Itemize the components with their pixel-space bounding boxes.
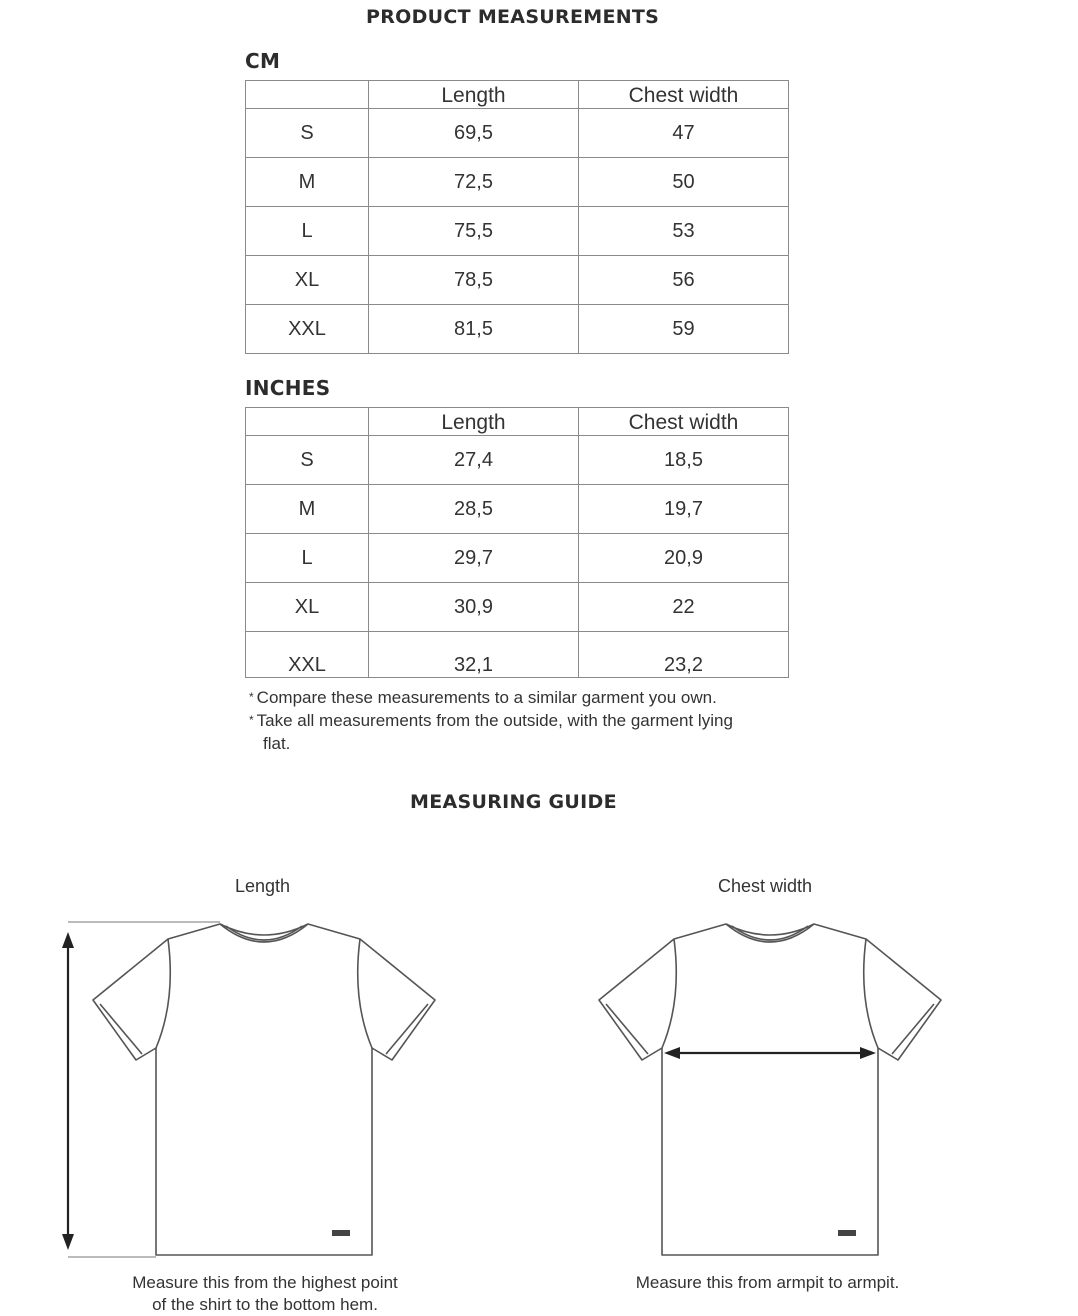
table-row	[246, 632, 789, 678]
length-column-header: Length	[369, 81, 579, 109]
chest-width-cell: 59	[579, 305, 789, 354]
length-cell: 78,5	[369, 256, 579, 305]
tshirt-chest-icon	[546, 910, 986, 1270]
inches-size-table	[245, 407, 789, 678]
chest-width-cell: 20,9	[579, 534, 789, 583]
guide-title: MEASURING GUIDE	[410, 791, 617, 813]
cm-size-table	[245, 80, 789, 354]
table-row	[246, 485, 789, 534]
length-cell: 27,4	[369, 436, 579, 485]
table-header-row	[246, 408, 789, 436]
cm-unit-label: CM	[245, 49, 281, 73]
page-title: PRODUCT MEASUREMENTS	[366, 6, 660, 28]
chest-width-cell: 56	[579, 256, 789, 305]
double-arrow-icon	[62, 932, 74, 1250]
chest-width-cell: 50	[579, 158, 789, 207]
length-cell: 28,5	[369, 485, 579, 534]
note-item	[247, 709, 763, 755]
chest-width-cell: 53	[579, 207, 789, 256]
shirt-tag-icon	[332, 1230, 350, 1236]
length-cell: 30,9	[369, 583, 579, 632]
table-row	[246, 583, 789, 632]
size-cell: XL	[246, 583, 369, 632]
inches-unit-label: INCHES	[245, 376, 331, 400]
size-column-header	[246, 81, 369, 109]
size-cell: S	[246, 109, 369, 158]
shirt-tag-icon	[838, 1230, 856, 1236]
length-guide-caption	[95, 1272, 435, 1316]
note-item	[247, 686, 807, 709]
tshirt-outline	[93, 924, 435, 1255]
note-text: Take all measurements from the outside, with the garment lying flat.	[256, 711, 733, 753]
table-row	[246, 109, 789, 158]
double-arrow-icon	[664, 1047, 876, 1059]
length-column-header: Length	[369, 408, 579, 436]
table-row	[246, 207, 789, 256]
size-column-header	[246, 408, 369, 436]
chest-width-cell: 47	[579, 109, 789, 158]
length-cell: 72,5	[369, 158, 579, 207]
chest-guide-label: Chest width	[718, 876, 813, 896]
chest-width-column-header: Chest width	[579, 408, 789, 436]
length-cell: 75,5	[369, 207, 579, 256]
length-cell: 81,5	[369, 305, 579, 354]
table-row	[246, 534, 789, 583]
table-row	[246, 158, 789, 207]
chest-width-cell: 19,7	[579, 485, 789, 534]
tshirt-outline	[599, 924, 941, 1255]
size-cell: XXL	[246, 632, 369, 678]
length-cell: 29,7	[369, 534, 579, 583]
size-cell: L	[246, 207, 369, 256]
table-row	[246, 436, 789, 485]
table-row	[246, 256, 789, 305]
size-cell: XL	[246, 256, 369, 305]
size-cell: L	[246, 534, 369, 583]
caption-line: of the shirt to the bottom hem.	[152, 1295, 378, 1314]
size-cell: XXL	[246, 305, 369, 354]
tshirt-length-icon	[40, 910, 480, 1270]
table-header-row	[246, 81, 789, 109]
length-cell: 32,1	[369, 632, 579, 678]
measurement-notes	[247, 686, 807, 755]
length-guide-label: Length	[235, 876, 291, 896]
table-row	[246, 305, 789, 354]
chest-width-column-header: Chest width	[579, 81, 789, 109]
bullet-star-icon: *	[249, 713, 254, 727]
size-cell: M	[246, 158, 369, 207]
size-cell: S	[246, 436, 369, 485]
caption-line: Measure this from the highest point	[132, 1273, 398, 1292]
chest-width-cell: 22	[579, 583, 789, 632]
note-text: Compare these measurements to a similar garment you own.	[256, 688, 717, 707]
chest-guide-caption: Measure this from armpit to armpit.	[635, 1273, 900, 1292]
length-cell: 69,5	[369, 109, 579, 158]
bullet-star-icon: *	[249, 690, 254, 704]
chest-width-cell: 18,5	[579, 436, 789, 485]
size-cell: M	[246, 485, 369, 534]
chest-width-cell: 23,2	[579, 632, 789, 678]
